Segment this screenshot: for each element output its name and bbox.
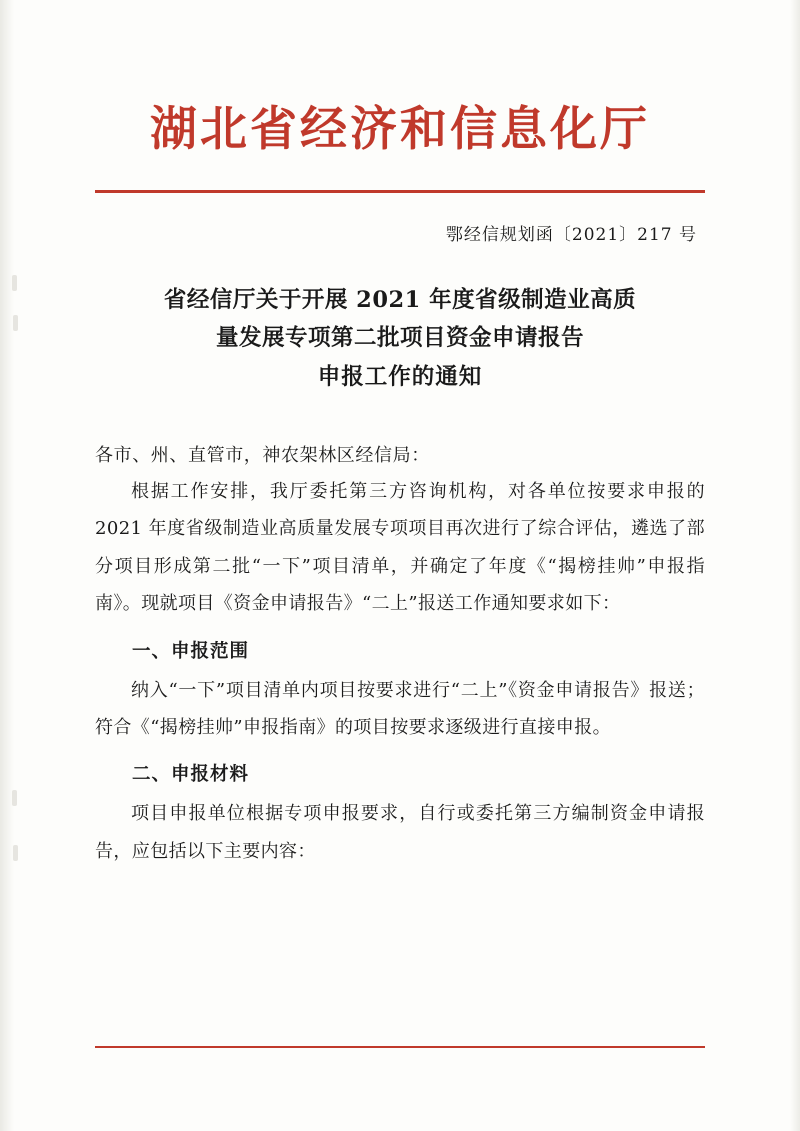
scan-artifact-mark: [12, 275, 17, 291]
masthead: [95, 0, 705, 156]
document-title-line-3: 申报工作的通知: [317, 364, 483, 391]
scan-artifact-mark: [13, 845, 18, 861]
section-heading-scope: 一、申报范围: [132, 640, 250, 662]
scan-artifact-mark: [12, 790, 17, 806]
document-content: [95, 0, 705, 1131]
intro-paragraph: 根据工作安排，我厅委托第三方咨询机构，对各单位按要求申报的 2021 年度省级制造业高质量发展专项项目再次进行了综合评估，遴选了部分项目形成第二批“一下”项目清单，并确定了年度《“揭榜挂帅”申报指南》。现就项目《资金申请报告》“二上”报送工作通知要求如下：: [95, 480, 705, 615]
scan-edge-right: [790, 0, 800, 1131]
section-materials-paragraph: 项目申报单位根据专项申报要求，自行或委托第三方编制资金申请报告，应包括以下主要内容：: [95, 803, 705, 862]
scan-edge-left: [0, 0, 14, 1131]
scan-artifact-mark: [13, 315, 18, 331]
section-scope-paragraph: 纳入“一下”项目清单内项目按要求进行“二上”《资金申请报告》报送；符合《“揭榜挂帅”申报指南》的项目按要求逐级进行直接申报。: [95, 679, 705, 738]
document-number: 鄂经信规划函〔2021〕217 号: [445, 224, 697, 245]
issuing-authority-title: 湖北省经济和信息化厅: [150, 102, 650, 157]
document-title-line-1: 省经信厅关于开展 2021 年度省级制造业高质: [163, 286, 637, 313]
section-heading-materials: 二、申报材料: [132, 764, 250, 786]
document-title-line-2: 量发展专项第二批项目资金申请报告: [215, 325, 584, 352]
salutation: 各市、州、直管市，神农架林区经信局：: [95, 444, 430, 466]
document-title: [95, 281, 705, 397]
